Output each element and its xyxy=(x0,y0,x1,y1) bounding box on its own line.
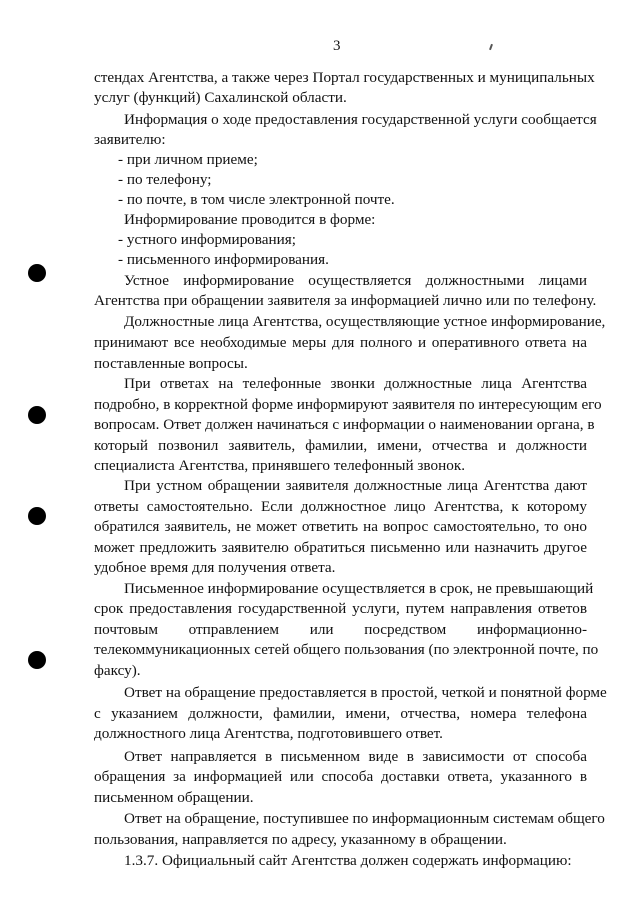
punch-hole xyxy=(28,507,46,525)
text-line: факсу). xyxy=(94,662,141,679)
punch-hole xyxy=(28,406,46,424)
list-item: - по почте, в том числе электронной почте. xyxy=(118,191,395,208)
text-line: поставленные вопросы. xyxy=(94,355,248,372)
page-number: 3 xyxy=(333,38,341,54)
text-line: Должностные лица Агентства, осуществляющие устное информирование, xyxy=(124,313,606,330)
punch-hole xyxy=(28,651,46,669)
text-line: При ответах на телефонные звонки должностные лица Агентства xyxy=(124,375,587,392)
list-item: - устного информирования; xyxy=(118,231,296,248)
text-line: который позвонил заявитель, фамилии, имени, отчества и должности xyxy=(94,437,587,454)
text-line: подробно, в корректной форме информируют заявителя по интересующим его xyxy=(94,396,602,413)
list-item: - по телефону; xyxy=(118,171,212,188)
text-line: почтовым отправлением или посредством информационно- xyxy=(94,621,587,638)
text-line: Письменное информирование осуществляется в срок, не превышающий xyxy=(124,580,594,597)
scan-mark xyxy=(489,44,493,50)
text-line: 1.3.7. Официальный сайт Агентства должен содержать информацию: xyxy=(124,852,572,869)
text-line: принимают все необходимые меры для полного и оперативного ответа на xyxy=(94,334,587,351)
text-line: письменном обращении. xyxy=(94,789,254,806)
text-line: услуг (функций) Сахалинской области. xyxy=(94,89,347,106)
punch-hole xyxy=(28,264,46,282)
text-line: Ответ на обращение, поступившее по информационным системам общего xyxy=(124,810,605,827)
text-line: Устное информирование осуществляется должностными лицами xyxy=(124,272,587,289)
list-item: - при личном приеме; xyxy=(118,151,258,168)
text-line: стендах Агентства, а также через Портал государственных и муниципальных xyxy=(94,69,595,86)
text-line: удобное время для получения ответа. xyxy=(94,559,336,576)
text-line: телекоммуникационных сетей общего пользования (по электронной почте, по xyxy=(94,641,599,658)
text-line: При устном обращении заявителя должностные лица Агентства дают xyxy=(124,477,587,494)
text-line: заявителю: xyxy=(94,131,166,148)
text-line: срок предоставления государственной услуги, путем направления ответов xyxy=(94,600,587,617)
text-line: обращения за информацией или способа доставки ответа, указанного в xyxy=(94,768,587,785)
text-line: специалиста Агентства, принявшего телефонный звонок. xyxy=(94,457,465,474)
text-line: пользования, направляется по адресу, указанному в обращении. xyxy=(94,831,507,848)
text-line: вопросам. Ответ должен начинаться с информации о наименовании органа, в xyxy=(94,416,595,433)
text-line: ответы самостоятельно. Если должностное лицо Агентства, к которому xyxy=(94,498,587,515)
text-line: Информация о ходе предоставления государственной услуги сообщается xyxy=(124,111,597,128)
text-line: должностного лица Агентства, подготовившего ответ. xyxy=(94,725,443,742)
text-line: Информирование проводится в форме: xyxy=(124,211,376,228)
text-line: может предложить заявителю обратиться письменно или назначить другое xyxy=(94,539,587,556)
text-line: Агентства при обращении заявителя за информацией лично или по телефону. xyxy=(94,292,597,309)
text-line: Ответ направляется в письменном виде в зависимости от способа xyxy=(124,748,587,765)
list-item: - письменного информирования. xyxy=(118,251,329,268)
text-line: Ответ на обращение предоставляется в простой, четкой и понятной форме xyxy=(124,684,607,701)
text-line: с указанием должности, фамилии, имени, отчества, номера телефона xyxy=(94,705,587,722)
text-line: обратился заявитель, не может ответить на вопрос самостоятельно, то оно xyxy=(94,518,587,535)
